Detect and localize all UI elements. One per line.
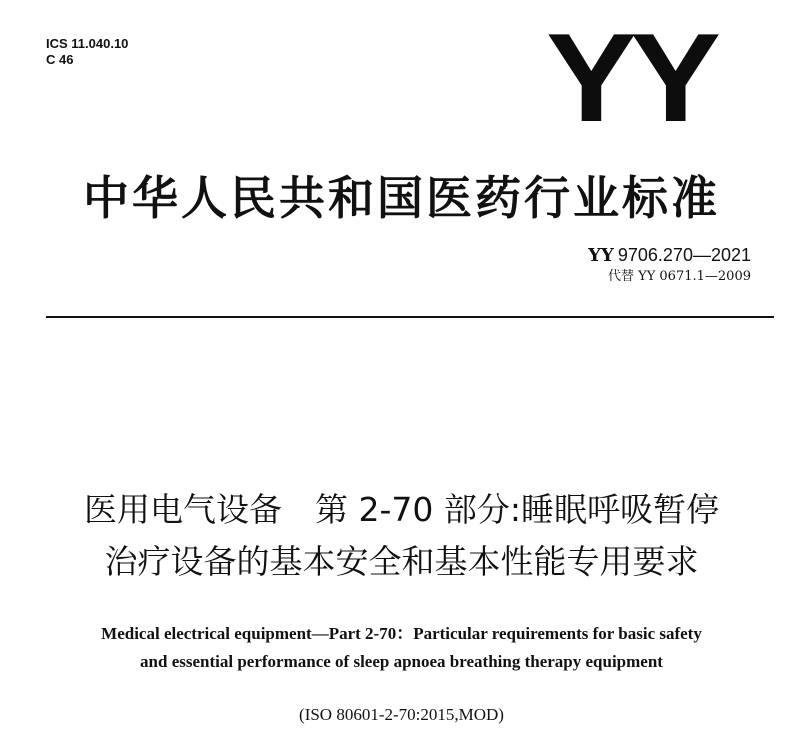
yy-logo bbox=[546, 7, 773, 148]
logo-text: YY bbox=[546, 7, 715, 148]
iso-reference: (ISO 80601-2-70:2015,MOD) bbox=[299, 705, 504, 724]
classification-codes bbox=[46, 36, 128, 68]
header-divider bbox=[46, 316, 774, 318]
cn-title-line-2: 治疗设备的基本安全和基本性能专用要求 bbox=[104, 542, 699, 581]
en-title-line-1: Medical electrical equipment—Part 2-70：Particular requirements for basic safety bbox=[101, 624, 702, 643]
replaces-note: 代替 YY 0671.1—2009 bbox=[607, 269, 751, 284]
standard-number-prefix: YY bbox=[588, 245, 614, 266]
standard-number bbox=[588, 244, 751, 267]
ics-code: ICS 11.040.10 bbox=[46, 36, 129, 51]
en-title-line-2: and essential performance of sleep apnoea breathing therapy equipment bbox=[140, 652, 663, 671]
standard-number-value: 9706.270—2021 bbox=[617, 245, 751, 265]
standard-number-block bbox=[588, 244, 751, 285]
cn-title-line-1: 医用电气设备 第 2-70 部分:睡眠呼吸暂停 bbox=[84, 490, 719, 529]
document-title-en bbox=[0, 620, 803, 676]
ccs-code: C 46 bbox=[46, 52, 74, 67]
standard-category-title: 中华人民共和国医药行业标准 bbox=[83, 171, 720, 225]
document-title-cn bbox=[0, 484, 803, 588]
